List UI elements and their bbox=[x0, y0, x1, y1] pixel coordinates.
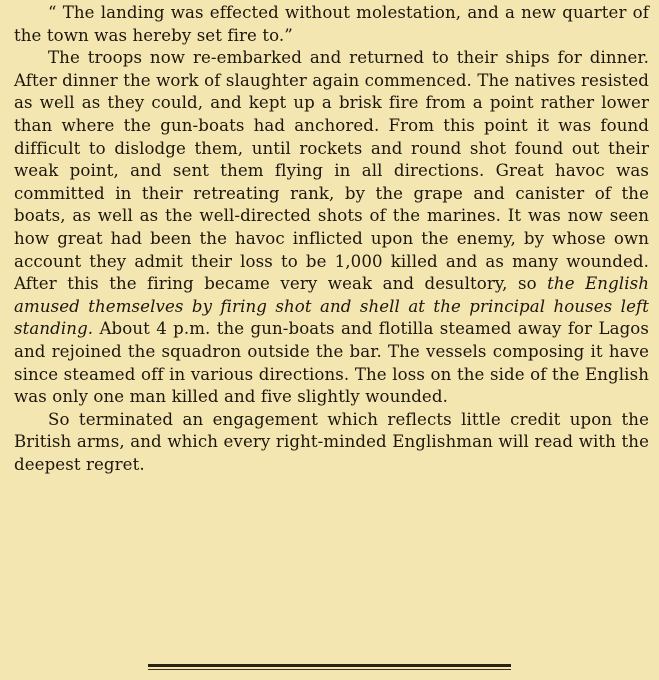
paragraph-1-text-before: The troops now re-embarked and returned to their ships for dinner. After dinner the work of slaughter again commenced. The natives resisted as well as they could, and kept up a brisk fire from a point rather lower than where the gun-boats had anchored. From this point it was found difficult to dislodge them, until rockets and round shot found out their weak point, and sent them flying in all directions. Great havoc was committed in their retreating rank, by the grape and canister of the boats, as well as the well-directed shots of the marines. It was now seen how great had been the havoc inflicted upon the enemy, by whose own account they admit their loss to be 1,000 killed and as many wounded. After this the firing became very weak and desultory, so bbox=[14, 48, 649, 294]
article-end-rule bbox=[148, 664, 511, 667]
paragraph-1-text-after: About 4 p.m. the gun-boats and flotilla steamed away for Lagos and rejoined the squadron outside the bar. The vessels composing it have since steamed off in various directions. The loss on the side of the English was only one man killed and five slightly wounded. bbox=[14, 319, 649, 407]
opening-quote: “ The landing was effected without molestation, and a new quarter of the town was hereby set fire to.” bbox=[14, 3, 649, 45]
paragraph-1-italic-text: the English amused themselves by firing shot and shell at the principal houses left standing. bbox=[14, 274, 650, 339]
article-end-rule-thin bbox=[148, 669, 511, 670]
article-column bbox=[14, 2, 649, 476]
paragraph-2: So terminated an engagement which reflects little credit upon the British arms, and which every right-minded Englishman will read with the deepest regret. bbox=[14, 409, 649, 474]
paragraph-1 bbox=[14, 47, 649, 409]
